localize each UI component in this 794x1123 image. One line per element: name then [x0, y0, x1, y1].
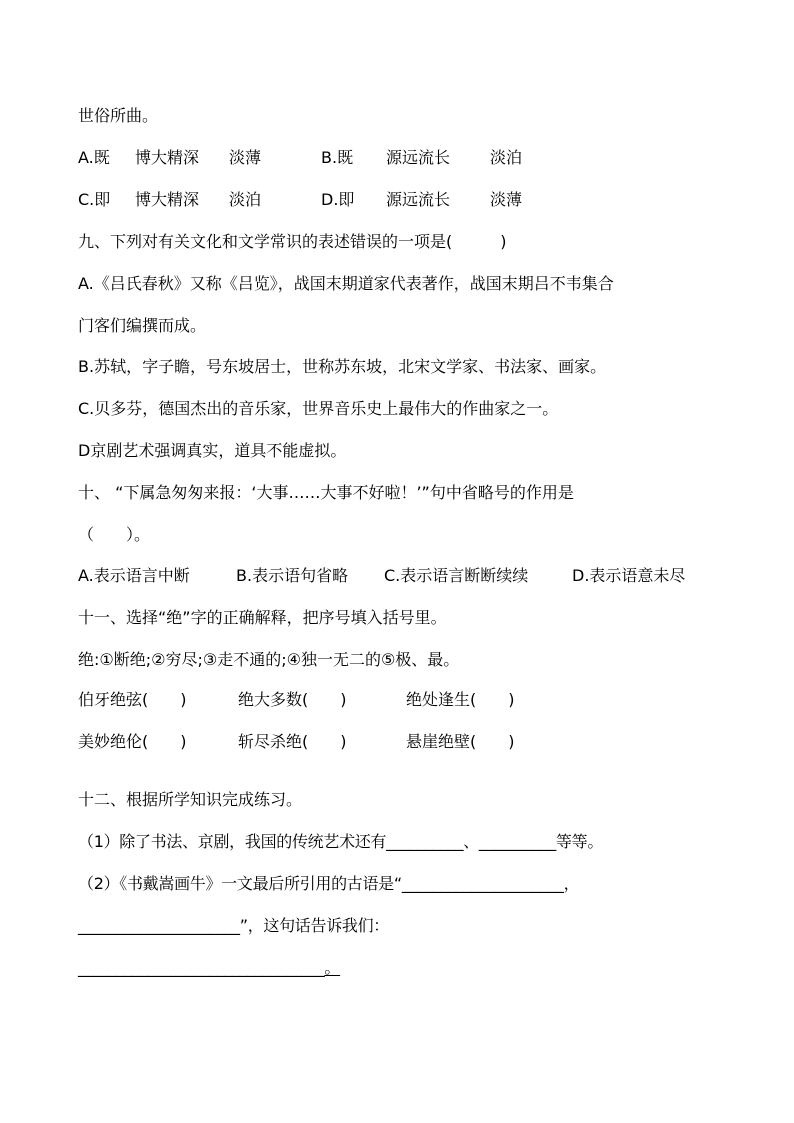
q8-option-d-letter: D.即	[321, 190, 355, 209]
q11-item-5: 斩尽杀绝( )	[238, 732, 347, 751]
q10-option-a: A.表示语言中断	[78, 566, 190, 585]
q12-part1	[78, 832, 603, 852]
q8-option-d-word2: 淡薄	[490, 190, 523, 209]
q8-option-a-word2: 淡薄	[229, 148, 262, 167]
q12-part1-prefix: （1）除了书法、京剧，我国的传统艺术还有	[78, 832, 387, 851]
q9-title: 九、下列对有关文化和文学常识的表述错误的一项是( )	[78, 232, 507, 251]
q8-line-end: 世俗所曲。	[78, 106, 159, 125]
q12-part2-end: 。	[324, 958, 341, 977]
q8-option-d-word1: 源远流长	[386, 190, 451, 209]
q12-part2-blank-1: _____________________	[401, 874, 564, 893]
q12-part1-separator: 、	[463, 832, 479, 851]
q8-option-b-word1: 源远流长	[386, 148, 451, 167]
q8-option-c-word1: 博大精深	[135, 190, 200, 209]
q11-item-3: 绝处逢生( )	[406, 690, 515, 709]
q8-option-b-letter: B.既	[321, 148, 354, 167]
q12-part2-line1	[78, 874, 579, 894]
q12-title: 十二、根据所学知识完成练习。	[78, 790, 303, 809]
q12-part2-mid: ”，这句话告诉我们：	[239, 916, 389, 935]
q12-part2-blank-3: ________________________________	[78, 958, 325, 977]
q12-part2-blank-2: _____________________	[78, 916, 240, 935]
q12-part2-prefix: （2）《书戴嵩画牛》一文最后所引用的古语是“	[78, 874, 402, 893]
q10-title-line2: （ ）。	[78, 525, 151, 544]
q12-part1-blank-1: __________	[386, 832, 464, 851]
q10-option-b: B.表示语句省略	[236, 566, 349, 585]
q9-option-c: C.贝多芬，德国杰出的音乐家，世界音乐史上最伟大的作曲家之一。	[78, 399, 559, 418]
q11-title: 十一、选择“绝”字的正确解释，把序号填入括号里。	[78, 608, 447, 627]
q11-item-6: 悬崖绝壁( )	[406, 732, 515, 751]
q10-option-d: D.表示语意未尽	[572, 566, 686, 585]
q9-option-a-line2: 门客们编撰而成。	[78, 316, 207, 335]
q8-option-b-word2: 淡泊	[490, 148, 523, 167]
q12-part1-suffix: 等等。	[555, 832, 604, 851]
q11-item-4: 美妙绝伦( )	[78, 732, 187, 751]
q8-option-c-letter: C.即	[78, 190, 111, 209]
q9-option-d: D京剧艺术强调真实，道具不能虚拟。	[78, 441, 347, 460]
q8-option-c-word2: 淡泊	[229, 190, 262, 209]
q8-option-a-word1: 博大精深	[135, 148, 200, 167]
q9-option-b: B.苏轼，字子瞻，号东坡居士，世称苏东坡，北宋文学家、书法家、画家。	[78, 357, 607, 376]
q10-option-c: C.表示语言断断续续	[384, 566, 529, 585]
q12-part2-comma: ，	[563, 874, 580, 893]
q12-part2-line2	[78, 916, 389, 936]
q11-meanings: 绝:①断绝;②穷尽;③走不通的;④独一无二的⑤极、最。	[78, 650, 460, 669]
q11-item-2: 绝大多数( )	[238, 690, 347, 709]
q12-part2-line3	[78, 958, 340, 978]
q12-part1-blank-2: __________	[478, 832, 556, 851]
q11-item-1: 伯牙绝弦( )	[78, 690, 187, 709]
q9-option-a-line1: A.《吕氏春秋》又称《吕览》，战国末期道家代表著作，战国末期吕不韦集合	[78, 274, 614, 293]
q8-option-a-letter: A.既	[78, 148, 110, 167]
q10-title-line1: 十、 “下属急匆匆来报：‘大事……大事不好啦！’”句中省略号的作用是	[78, 483, 574, 502]
